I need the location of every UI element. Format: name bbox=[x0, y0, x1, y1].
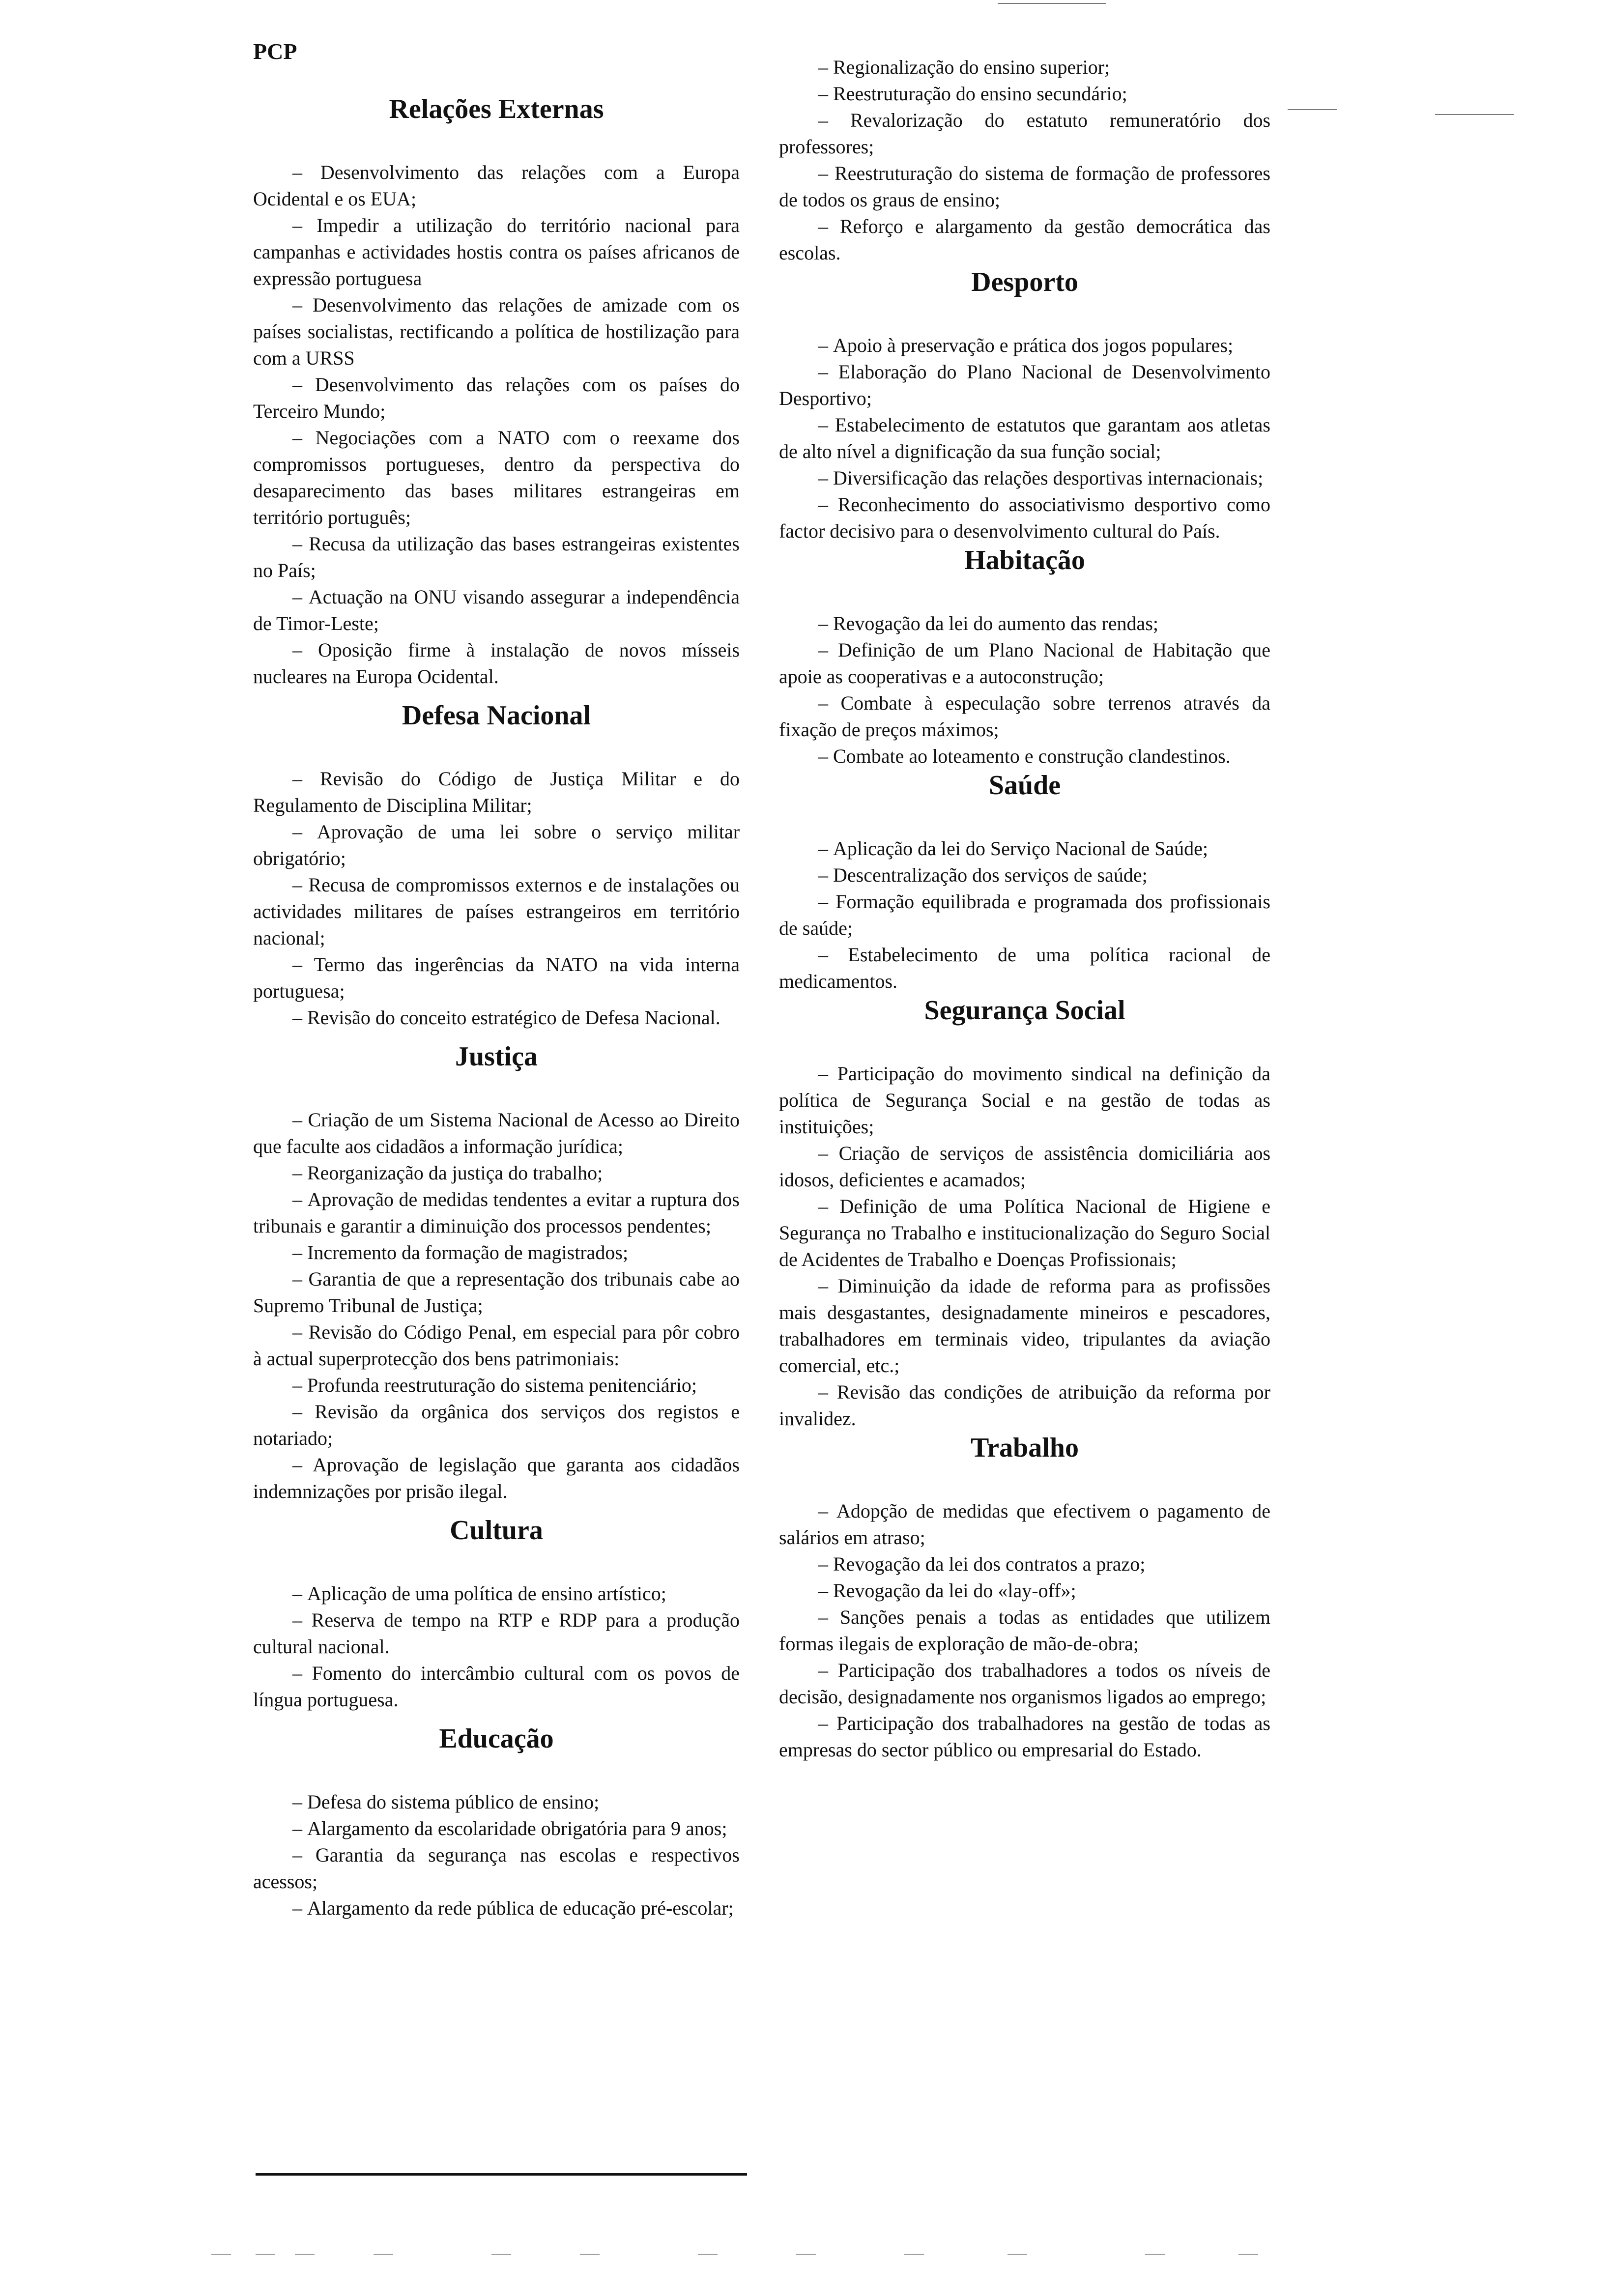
left-column bbox=[253, 84, 740, 1922]
list-item: – Descentralização dos serviços de saúde; bbox=[779, 862, 1270, 889]
list-item: – Sanções penais a todas as entidades que utilizem formas ilegais de exploração de mão-de-obra; bbox=[779, 1604, 1270, 1657]
scan-artifact-dash bbox=[491, 2254, 511, 2255]
list-item: – Revogação da lei do «lay-off»; bbox=[779, 1578, 1270, 1604]
list-item: – Revogação da lei do aumento das rendas; bbox=[779, 610, 1270, 637]
section-continuation bbox=[779, 54, 1270, 266]
right-column bbox=[779, 54, 1270, 1763]
scan-artifact-dash bbox=[295, 2254, 315, 2255]
list-item: – Recusa de compromissos externos e de instalações ou actividades militares de países estrangeiros em território nacional; bbox=[253, 872, 740, 951]
scan-artifact-dash bbox=[211, 2254, 231, 2255]
list-item: – Estabelecimento de uma política racional de medicamentos. bbox=[779, 942, 1270, 995]
list-item: – Recusa da utilização das bases estrangeiras existentes no País; bbox=[253, 531, 740, 584]
list-item: – Aprovação de uma lei sobre o serviço militar obrigatório; bbox=[253, 819, 740, 872]
scan-artifact-dash bbox=[1238, 2254, 1258, 2255]
list-item: – Reforço e alargamento da gestão democrática das escolas. bbox=[779, 213, 1270, 266]
list-item: – Reestruturação do sistema de formação de professores de todos os graus de ensino; bbox=[779, 160, 1270, 213]
section-defesa-nacional bbox=[253, 700, 740, 1031]
section-title: Cultura bbox=[450, 1515, 543, 1546]
scan-artifact-dash bbox=[1008, 2254, 1027, 2255]
list-item: – Defesa do sistema público de ensino; bbox=[253, 1789, 740, 1815]
list-item: – Definição de um Plano Nacional de Habitação que apoie as cooperativas e a autoconstrução; bbox=[779, 637, 1270, 690]
section-title: Habitação bbox=[964, 545, 1085, 575]
section-title: Trabalho bbox=[971, 1433, 1079, 1463]
section-title: Segurança Social bbox=[924, 995, 1125, 1026]
section-justica bbox=[253, 1041, 740, 1505]
list-item: – Combate à especulação sobre terrenos através da fixação de preços máximos; bbox=[779, 690, 1270, 743]
list-item: – Regionalização do ensino superior; bbox=[779, 54, 1270, 81]
list-item: – Termo das ingerências da NATO na vida interna portuguesa; bbox=[253, 951, 740, 1004]
scan-artifact-dash bbox=[796, 2254, 816, 2255]
list-item: – Negociações com a NATO com o reexame dos compromissos portugueses, dentro da perspectiva do desaparecimento das bases militares estrangeiras em território português; bbox=[253, 425, 740, 531]
section-title: Saúde bbox=[988, 770, 1061, 801]
list-item: – Oposição firme à instalação de novos mísseis nucleares na Europa Ocidental. bbox=[253, 637, 740, 690]
list-item: – Revisão do Código Penal, em especial para pôr cobro à actual superprotecção dos bens patrimoniais: bbox=[253, 1319, 740, 1372]
scan-artifact-line bbox=[998, 3, 1106, 4]
list-item: – Diminuição da idade de reforma para as profissões mais desgastantes, designadamente mineiros e pescadores, trabalhadores em terminais video, tripulantes da aviação comercial, etc.; bbox=[779, 1273, 1270, 1379]
section-cultura bbox=[253, 1515, 740, 1713]
list-item: – Desenvolvimento das relações de amizade com os países socialistas, rectificando a política de hostilização para com a URSS bbox=[253, 292, 740, 372]
list-item: – Revisão do conceito estratégico de Defesa Nacional. bbox=[253, 1004, 740, 1031]
section-educacao bbox=[253, 1723, 740, 1922]
scan-artifact-dash bbox=[374, 2254, 393, 2255]
list-item: – Actuação na ONU visando assegurar a independência de Timor-Leste; bbox=[253, 584, 740, 637]
list-item: – Revogação da lei dos contratos a prazo; bbox=[779, 1551, 1270, 1578]
list-item: – Impedir a utilização do território nacional para campanhas e actividades hostis contra os países africanos de expressão portuguesa bbox=[253, 212, 740, 292]
list-item: – Estabelecimento de estatutos que garantam aos atletas de alto nível a dignificação da sua função social; bbox=[779, 412, 1270, 465]
list-item: – Reconhecimento do associativismo desportivo como factor decisivo para o desenvolvimento cultural do País. bbox=[779, 491, 1270, 545]
section-saude bbox=[779, 770, 1270, 995]
list-item: – Definição de uma Política Nacional de Higiene e Segurança no Trabalho e institucionalização do Seguro Social de Acidentes de Trabalho e Doenças Profissionais; bbox=[779, 1193, 1270, 1273]
section-title: Educação bbox=[439, 1723, 554, 1754]
list-item: – Revisão do Código de Justiça Militar e do Regulamento de Disciplina Militar; bbox=[253, 766, 740, 819]
list-item: – Aplicação da lei do Serviço Nacional de Saúde; bbox=[779, 835, 1270, 862]
section-habitacao bbox=[779, 545, 1270, 770]
scan-artifact-line bbox=[1288, 109, 1337, 110]
list-item: – Reserva de tempo na RTP e RDP para a produção cultural nacional. bbox=[253, 1607, 740, 1660]
list-item: – Garantia da segurança nas escolas e respectivos acessos; bbox=[253, 1842, 740, 1895]
list-item: – Aplicação de uma política de ensino artístico; bbox=[253, 1580, 740, 1607]
list-item: – Desenvolvimento das relações com a Europa Ocidental e os EUA; bbox=[253, 159, 740, 212]
scan-artifact-dash bbox=[1145, 2254, 1165, 2255]
list-item: – Combate ao loteamento e construção clandestinos. bbox=[779, 743, 1270, 770]
section-desporto bbox=[779, 266, 1270, 545]
list-item: – Desenvolvimento das relações com os países do Terceiro Mundo; bbox=[253, 372, 740, 425]
scan-artifact-dash bbox=[698, 2254, 718, 2255]
list-item: – Revisão da orgânica dos serviços dos registos e notariado; bbox=[253, 1399, 740, 1452]
section-title: Relações Externas bbox=[389, 94, 604, 124]
list-item: – Participação dos trabalhadores a todos os níveis de decisão, designadamente nos organismos ligados ao emprego; bbox=[779, 1657, 1270, 1710]
section-seguranca-social bbox=[779, 995, 1270, 1432]
page-label: PCP bbox=[253, 39, 297, 64]
list-item: – Criação de serviços de assistência domiciliária aos idosos, deficientes e acamados; bbox=[779, 1140, 1270, 1193]
list-item: – Garantia de que a representação dos tribunais cabe ao Supremo Tribunal de Justiça; bbox=[253, 1266, 740, 1319]
list-item: – Alargamento da escolaridade obrigatória para 9 anos; bbox=[253, 1815, 740, 1842]
list-item: – Adopção de medidas que efectivem o pagamento de salários em atraso; bbox=[779, 1498, 1270, 1551]
list-item: – Revisão das condições de atribuição da reforma por invalidez. bbox=[779, 1379, 1270, 1432]
list-item: – Profunda reestruturação do sistema penitenciário; bbox=[253, 1372, 740, 1399]
list-item: – Elaboração do Plano Nacional de Desenvolvimento Desportivo; bbox=[779, 359, 1270, 412]
scan-artifact-dash bbox=[256, 2254, 275, 2255]
section-trabalho bbox=[779, 1432, 1270, 1763]
scan-artifact-dash bbox=[904, 2254, 924, 2255]
list-item: – Participação dos trabalhadores na gestão de todas as empresas do sector público ou empresarial do Estado. bbox=[779, 1710, 1270, 1763]
list-item: – Incremento da formação de magistrados; bbox=[253, 1239, 740, 1266]
scan-artifact-line bbox=[1435, 114, 1514, 115]
list-item: – Reestruturação do ensino secundário; bbox=[779, 81, 1270, 107]
list-item: – Aprovação de medidas tendentes a evitar a ruptura dos tribunais e garantir a diminuição dos processos pendentes; bbox=[253, 1186, 740, 1239]
list-item: – Aprovação de legislação que garanta aos cidadãos indemnizações por prisão ilegal. bbox=[253, 1452, 740, 1505]
section-title: Defesa Nacional bbox=[402, 700, 591, 731]
list-item: – Reorganização da justiça do trabalho; bbox=[253, 1160, 740, 1186]
list-item: – Alargamento da rede pública de educação pré-escolar; bbox=[253, 1895, 740, 1922]
list-item: – Revalorização do estatuto remuneratório dos professores; bbox=[779, 107, 1270, 160]
list-item: – Criação de um Sistema Nacional de Acesso ao Direito que faculte aos cidadãos a informação jurídica; bbox=[253, 1107, 740, 1160]
section-title: Desporto bbox=[971, 267, 1078, 297]
list-item: – Apoio à preservação e prática dos jogos populares; bbox=[779, 332, 1270, 359]
list-item: – Diversificação das relações desportivas internacionais; bbox=[779, 465, 1270, 491]
list-item: – Participação do movimento sindical na definição da política de Segurança Social e na gestão de todas as instituições; bbox=[779, 1061, 1270, 1140]
column-end-rule bbox=[256, 2173, 747, 2176]
list-item: – Fomento do intercâmbio cultural com os povos de língua portuguesa. bbox=[253, 1660, 740, 1713]
scan-artifact-dash bbox=[580, 2254, 600, 2255]
section-title: Justiça bbox=[455, 1041, 538, 1072]
list-item: – Formação equilibrada e programada dos profissionais de saúde; bbox=[779, 889, 1270, 942]
section-relacoes-externas bbox=[253, 93, 740, 690]
